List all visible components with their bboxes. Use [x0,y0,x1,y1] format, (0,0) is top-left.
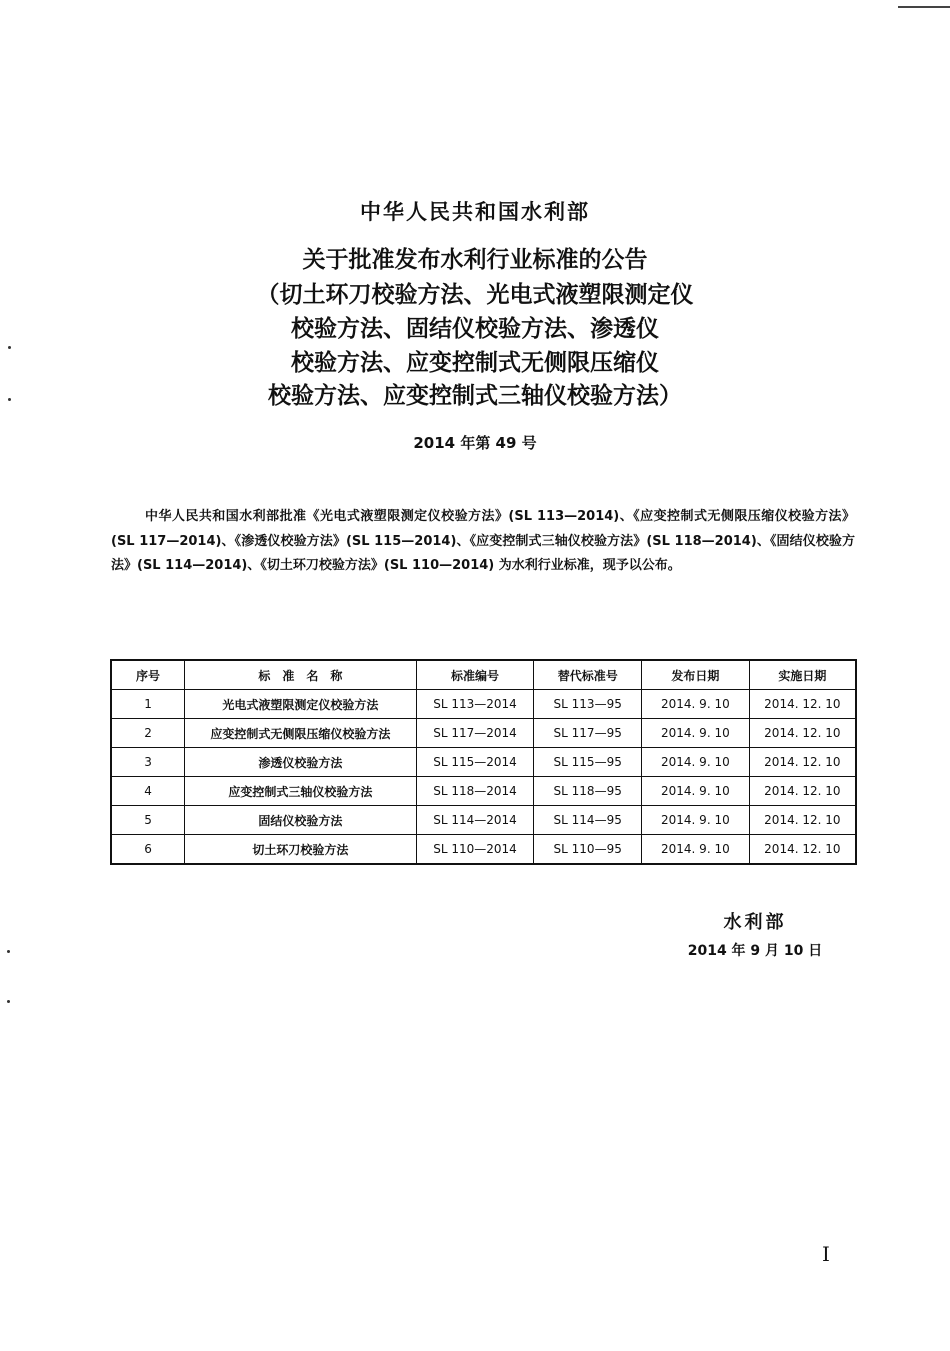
scan-edge-line [898,6,950,8]
cell-issue-date: 2014. 9. 10 [642,719,750,748]
table-row [111,806,856,835]
table-row [111,835,856,865]
cell-effective-date: 2014. 12. 10 [749,719,856,748]
table-row [111,719,856,748]
table-row [111,777,856,806]
announcement-title-line: （切土环刀校验方法、光电式液塑限测定仪 [256,282,694,308]
cell-index: 4 [111,777,185,806]
cell-index: 3 [111,748,185,777]
signature-organization: 水利部 [723,912,787,933]
announcement-title-line: 校验方法、应变控制式无侧限压缩仪 [291,350,659,376]
cell-replaces: SL 114—95 [534,806,642,835]
cell-effective-date: 2014. 12. 10 [749,835,856,865]
cell-replaces: SL 113—95 [534,690,642,719]
cell-issue-date: 2014. 9. 10 [642,777,750,806]
cell-issue-date: 2014. 9. 10 [642,690,750,719]
cell-replaces: SL 118—95 [534,777,642,806]
cell-name: 渗透仪校验方法 [185,748,417,777]
cell-issue-date: 2014. 9. 10 [642,835,750,865]
cell-issue-date: 2014. 9. 10 [642,806,750,835]
column-header-replaces: 替代标准号 [534,660,642,690]
announcement-paragraph: 中华人民共和国水利部批准《光电式液塑限测定仪校验方法》(SL 113—2014)、《应变控制式无侧限压缩仪校验方法》(SL 117—2014)、《渗透仪校验方法》(SL 115—2014)、《应变控制式三轴仪校验方法》(SL 118—2014)、《固结仪校验方法》(SL 114—2014)、《切土环刀校验方法》(SL 110—2014) 为水利行业标准，现予以公布。 [111,509,855,573]
table-row [111,690,856,719]
cell-replaces: SL 115—95 [534,748,642,777]
cell-name: 切土环刀校验方法 [185,835,417,865]
cell-code: SL 114—2014 [416,806,534,835]
announcement-title-line: 关于批准发布水利行业标准的公告 [302,247,648,273]
cell-code: SL 115—2014 [416,748,534,777]
announcement-title-line: 校验方法、应变控制式三轴仪校验方法） [268,383,682,409]
standards-table [110,659,857,865]
cell-name: 固结仪校验方法 [185,806,417,835]
cell-replaces: SL 117—95 [534,719,642,748]
announcement-title-line: 校验方法、固结仪校验方法、渗透仪 [291,316,659,342]
cell-index: 5 [111,806,185,835]
cell-effective-date: 2014. 12. 10 [749,690,856,719]
column-header-issue-date: 发布日期 [642,660,750,690]
page-number: I [822,1242,830,1266]
cell-effective-date: 2014. 12. 10 [749,777,856,806]
cell-code: SL 117—2014 [416,719,534,748]
cell-code: SL 113—2014 [416,690,534,719]
cell-code: SL 118—2014 [416,777,534,806]
column-header-effective-date: 实施日期 [749,660,856,690]
cell-name: 应变控制式无侧限压缩仪校验方法 [185,719,417,748]
cell-effective-date: 2014. 12. 10 [749,806,856,835]
signature-date: 2014 年 9 月 10 日 [687,943,823,959]
cell-index: 6 [111,835,185,865]
scan-speck [7,1000,10,1003]
column-header-index: 序号 [111,660,185,690]
table-row [111,748,856,777]
cell-code: SL 110—2014 [416,835,534,865]
cell-name: 应变控制式三轴仪校验方法 [185,777,417,806]
column-header-code: 标准编号 [416,660,534,690]
scan-speck [7,950,10,953]
table-header-row [111,660,856,690]
cell-effective-date: 2014. 12. 10 [749,748,856,777]
cell-index: 1 [111,690,185,719]
issuing-organization: 中华人民共和国水利部 [360,200,590,224]
cell-issue-date: 2014. 9. 10 [642,748,750,777]
document-number: 2014 年第 49 号 [413,434,537,452]
cell-replaces: SL 110—95 [534,835,642,865]
cell-name: 光电式液塑限测定仪校验方法 [185,690,417,719]
column-header-name: 标 准 名 称 [185,660,417,690]
cell-index: 2 [111,719,185,748]
